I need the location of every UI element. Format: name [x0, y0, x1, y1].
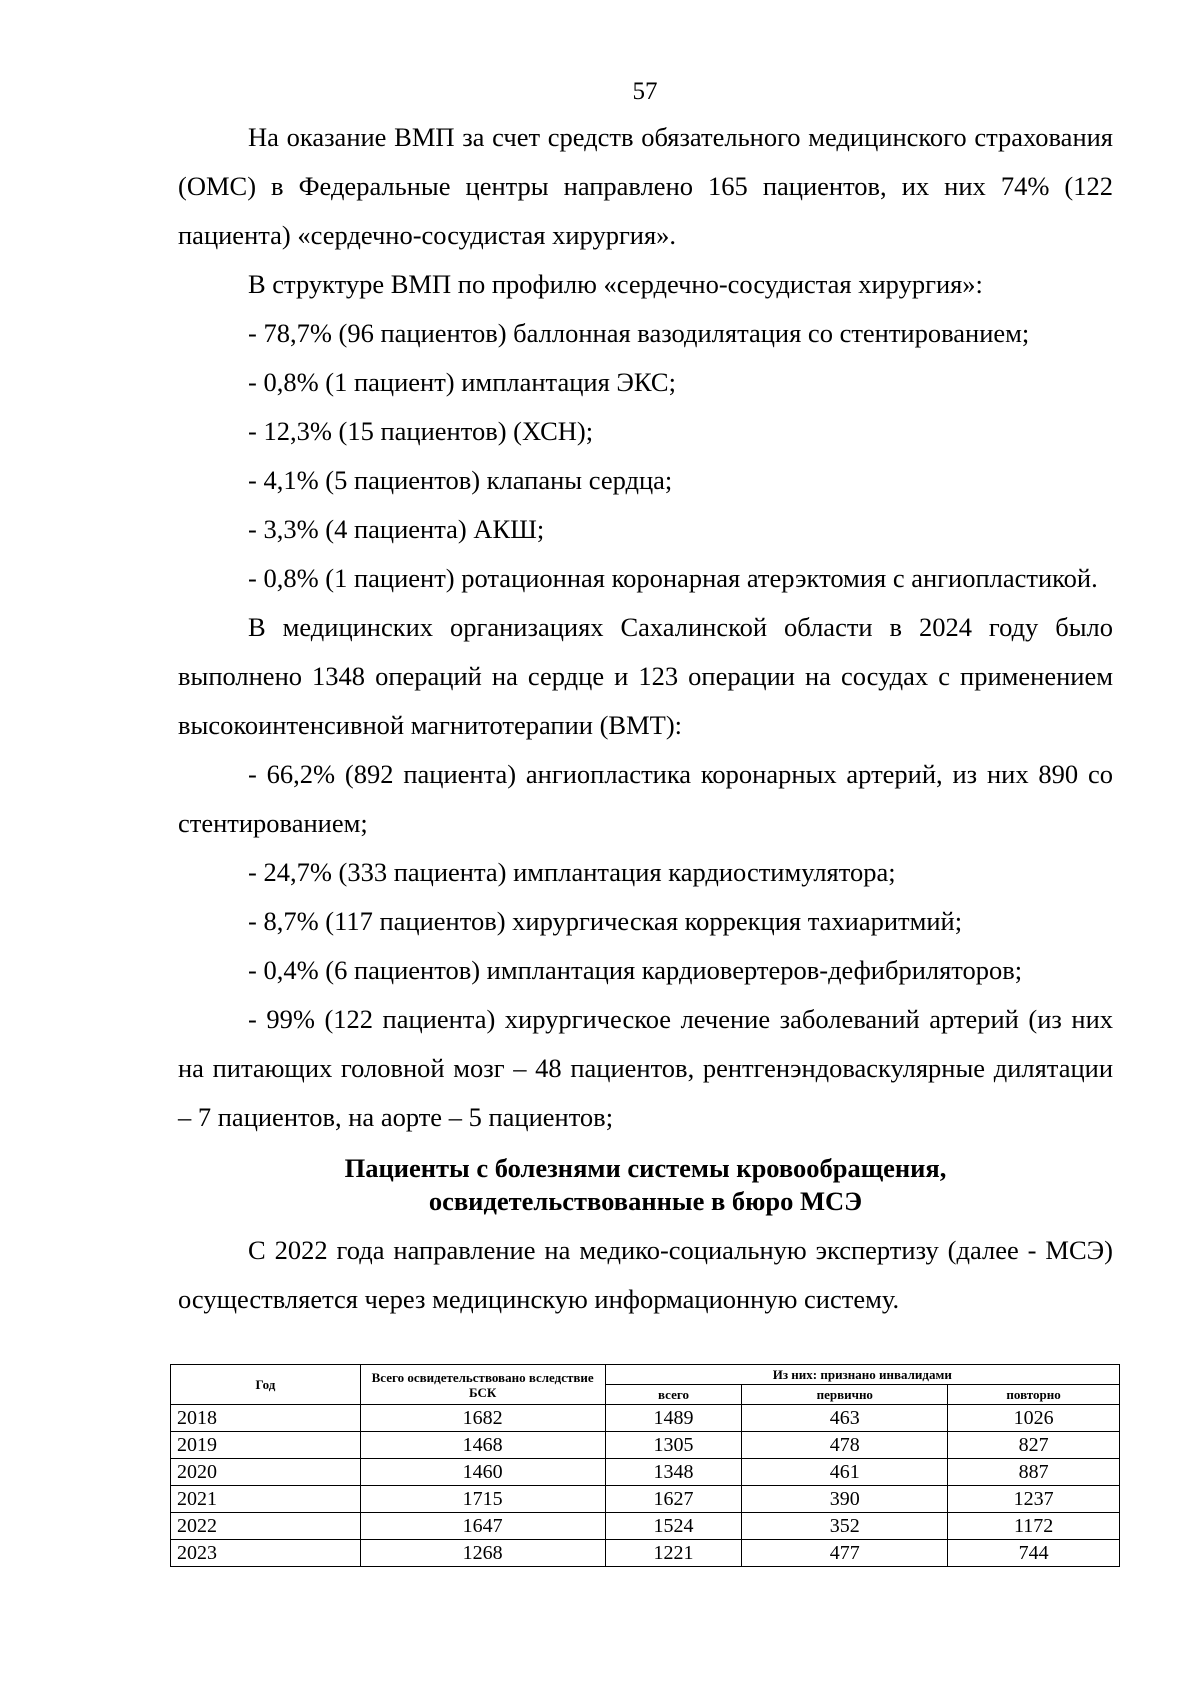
cell-repeat: 1026	[948, 1405, 1120, 1432]
list-item: - 24,7% (333 пациента) имплантация кардиостимулятора;	[248, 857, 896, 887]
page-number: 57	[632, 78, 658, 105]
cell-primary: 463	[742, 1405, 948, 1432]
header-primary: первично	[742, 1385, 948, 1405]
paragraph: На оказание ВМП за счет средств обязательного медицинского страхования (ОМС) в Федеральные центры направлено 165 пациентов, их них 74% (122 пациента) «сердечно-сосудистая хирургия».	[178, 122, 1113, 250]
cell-examined: 1468	[360, 1432, 605, 1459]
cell-all: 1489	[605, 1405, 742, 1432]
cell-repeat: 827	[948, 1432, 1120, 1459]
table-row	[171, 1540, 1120, 1567]
paragraph: В структуре ВМП по профилю «сердечно-сосудистая хирургия»:	[248, 269, 983, 299]
cell-examined: 1715	[360, 1486, 605, 1513]
table-row	[171, 1432, 1120, 1459]
cell-primary: 477	[742, 1540, 948, 1567]
list-item: - 8,7% (117 пациентов) хирургическая коррекция тахиаритмий;	[248, 906, 963, 936]
table-row	[171, 1513, 1120, 1540]
table-row	[171, 1405, 1120, 1432]
cell-primary: 352	[742, 1513, 948, 1540]
list-item: - 0,8% (1 пациент) имплантация ЭКС;	[248, 367, 676, 397]
cell-year: 2019	[171, 1432, 361, 1459]
list-item: - 4,1% (5 пациентов) клапаны сердца;	[248, 465, 673, 495]
cell-year: 2021	[171, 1486, 361, 1513]
list-item: - 78,7% (96 пациентов) баллонная вазодилятация со стентированием;	[248, 318, 1030, 348]
cell-repeat: 1172	[948, 1513, 1120, 1540]
table-row	[171, 1486, 1120, 1513]
list-item: - 3,3% (4 пациента) АКШ;	[248, 514, 545, 544]
list-item: - 99% (122 пациента) хирургическое лечение заболеваний артерий (из них на питающих головной мозг – 48 пациентов, рентгенэндоваскулярные дилятации – 7 пациентов, на аорте – 5 пациентов;	[178, 1004, 1113, 1132]
section-heading	[178, 1152, 1113, 1218]
cell-examined: 1460	[360, 1459, 605, 1486]
cell-all: 1305	[605, 1432, 742, 1459]
cell-primary: 390	[742, 1486, 948, 1513]
header-all: всего	[605, 1385, 742, 1405]
cell-all: 1524	[605, 1513, 742, 1540]
cell-repeat: 744	[948, 1540, 1120, 1567]
list-item: - 0,8% (1 пациент) ротационная коронарная атерэктомия с ангиопластикой.	[248, 563, 1098, 593]
cell-examined: 1682	[360, 1405, 605, 1432]
cell-all: 1221	[605, 1540, 742, 1567]
heading-line: Пациенты с болезнями системы кровообращения,	[344, 1153, 947, 1183]
cell-primary: 461	[742, 1459, 948, 1486]
cell-all: 1348	[605, 1459, 742, 1486]
heading-line: освидетельствованные в бюро МСЭ	[428, 1186, 863, 1216]
paragraph: В медицинских организациях Сахалинской области в 2024 году было выполнено 1348 операций на сердце и 123 операции на сосудах с применением высокоинтенсивной магнитотерапии (ВМТ):	[178, 612, 1113, 740]
cell-primary: 478	[742, 1432, 948, 1459]
body-text	[178, 113, 1113, 1324]
list-item: - 66,2% (892 пациента) ангиопластика коронарных артерий, из них 890 со стентированием;	[178, 759, 1113, 838]
cell-year: 2018	[171, 1405, 361, 1432]
list-item: - 12,3% (15 пациентов) (ХСН);	[248, 416, 594, 446]
list-item: - 0,4% (6 пациентов) имплантация кардиовертеров-дефибриляторов;	[248, 955, 1023, 985]
cell-repeat: 1237	[948, 1486, 1120, 1513]
header-total-examined: Всего освидетельствовано вследствие БСК	[360, 1365, 605, 1405]
header-year: Год	[171, 1365, 361, 1405]
mse-table	[170, 1364, 1120, 1567]
paragraph: С 2022 года направление на медико-социальную экспертизу (далее - МСЭ) осуществляется через медицинскую информационную систему.	[178, 1235, 1113, 1314]
cell-repeat: 887	[948, 1459, 1120, 1486]
cell-examined: 1268	[360, 1540, 605, 1567]
cell-year: 2022	[171, 1513, 361, 1540]
cell-all: 1627	[605, 1486, 742, 1513]
header-disabled-group: Из них: признано инвалидами	[605, 1365, 1119, 1385]
cell-year: 2023	[171, 1540, 361, 1567]
cell-examined: 1647	[360, 1513, 605, 1540]
header-repeat: повторно	[948, 1385, 1120, 1405]
cell-year: 2020	[171, 1459, 361, 1486]
table-row	[171, 1459, 1120, 1486]
